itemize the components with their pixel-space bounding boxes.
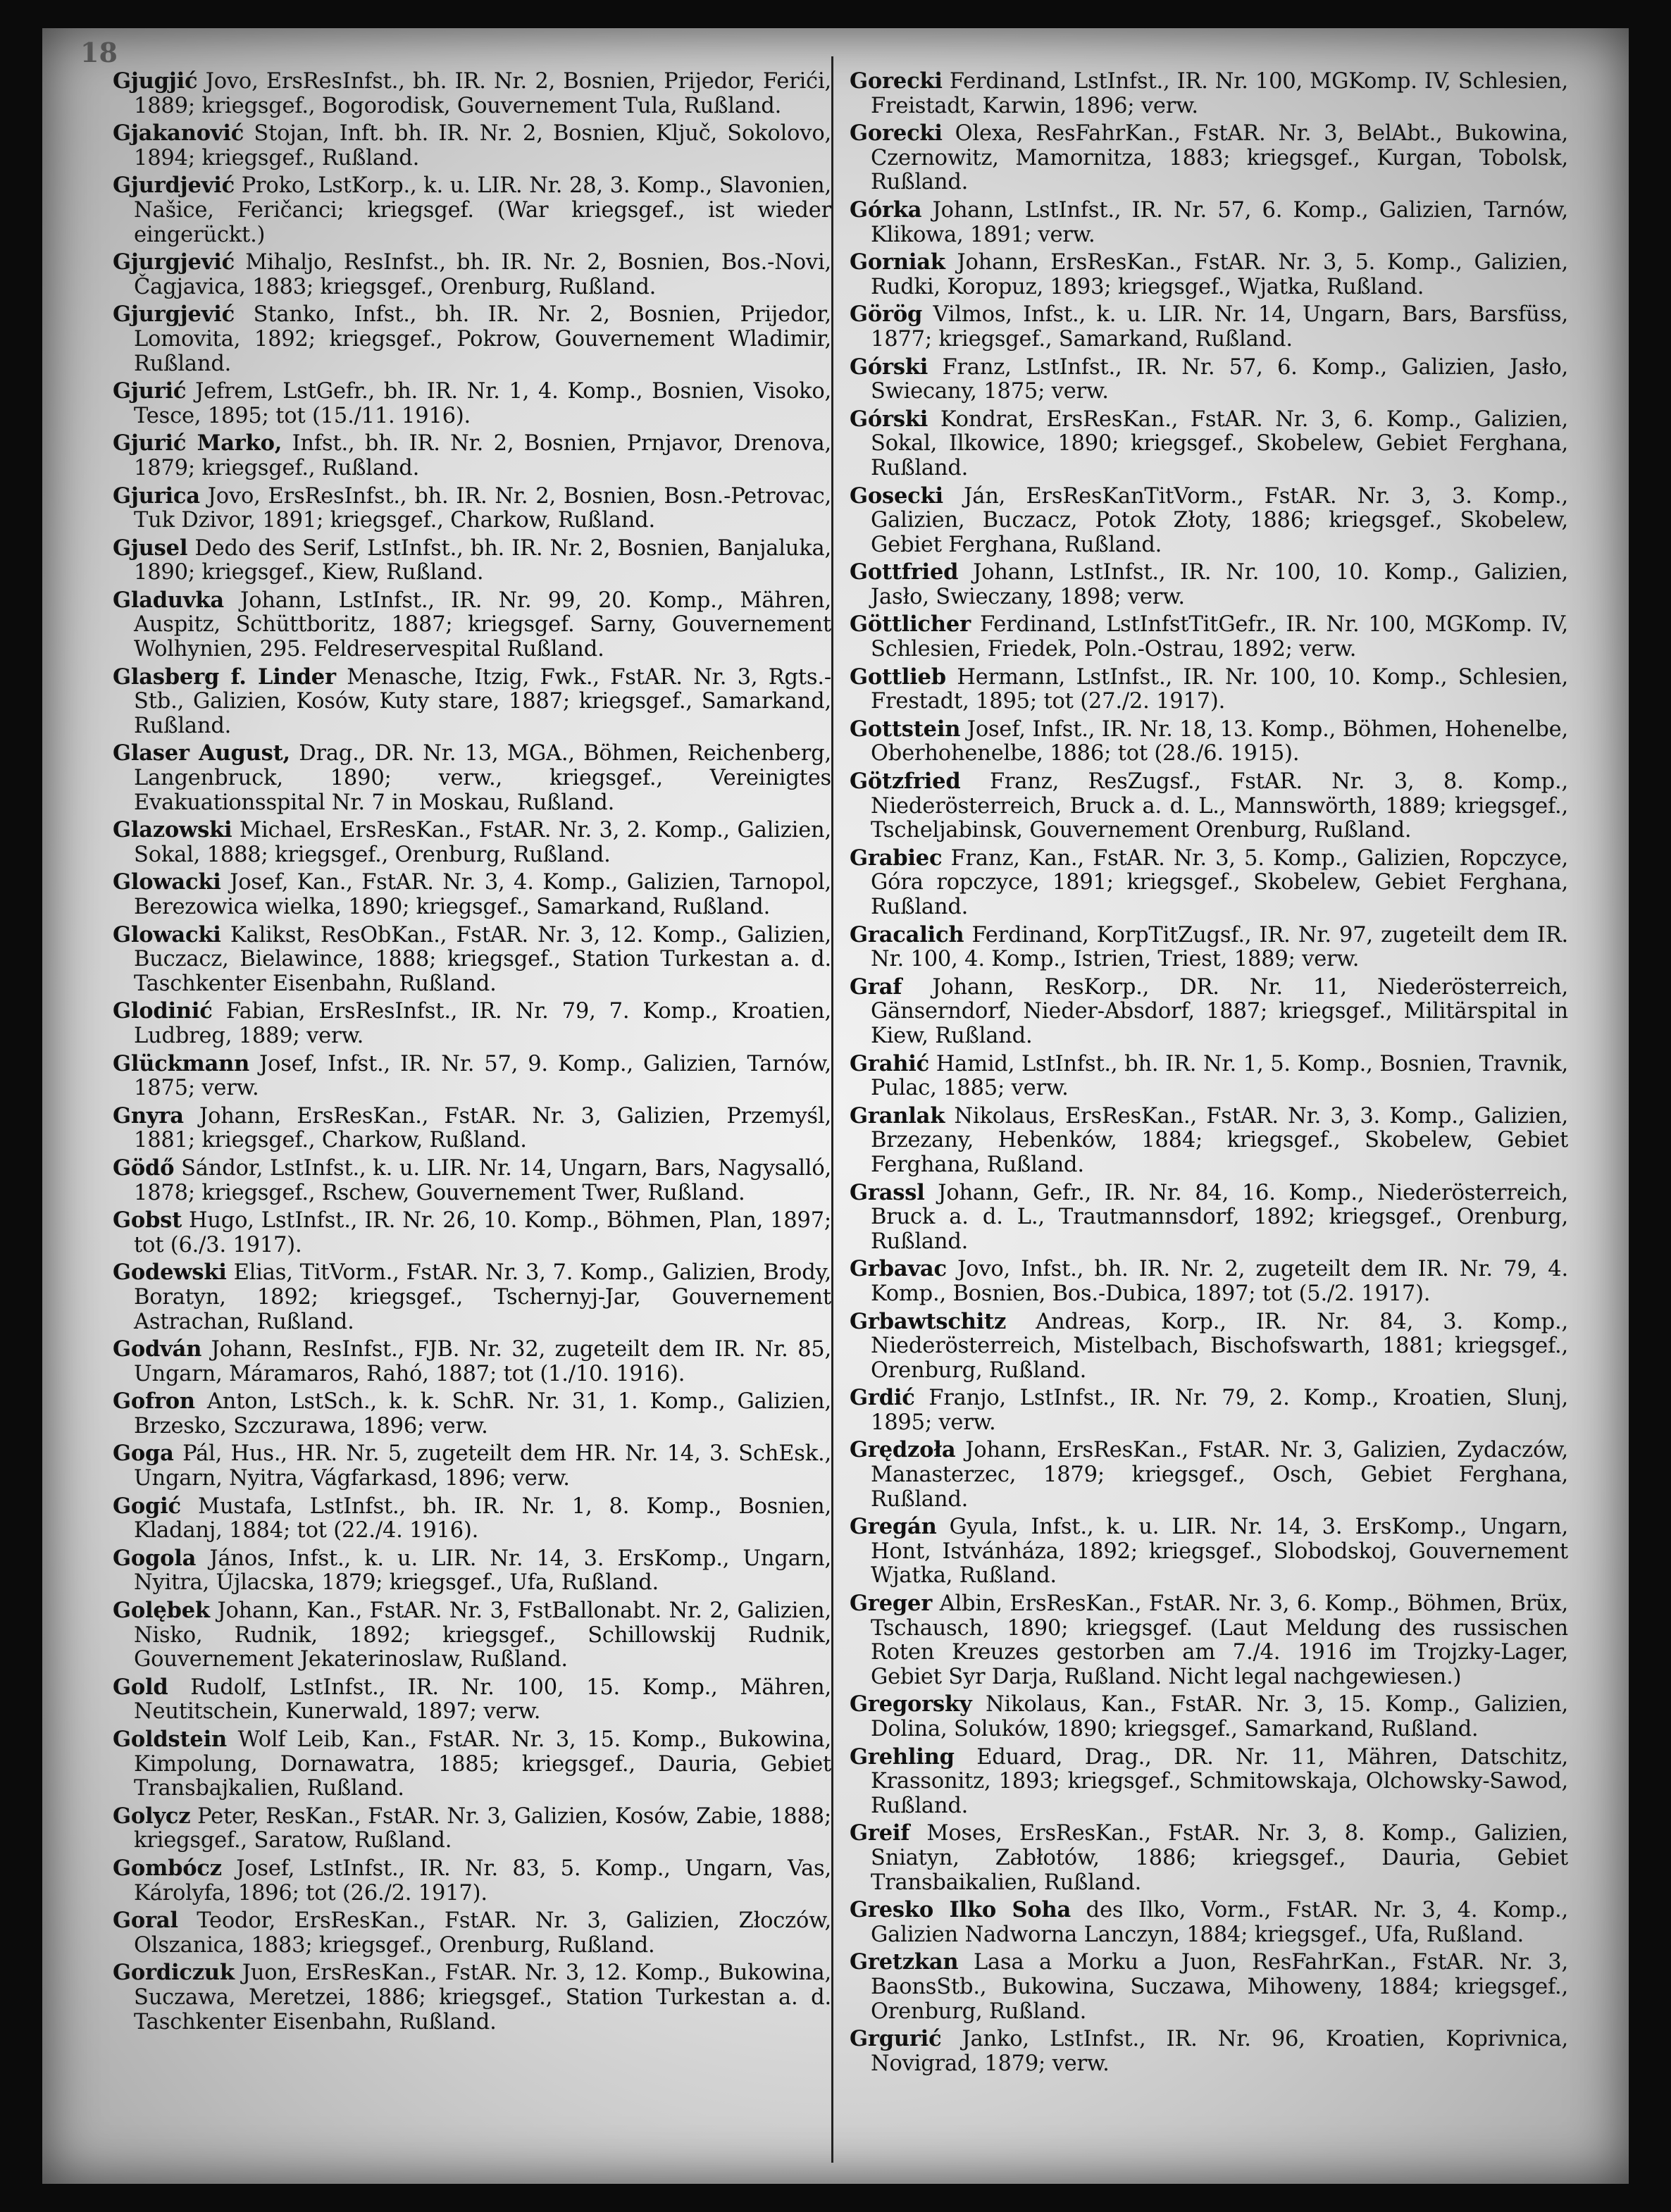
entry-surname: Gnyra xyxy=(113,1102,184,1129)
entry-surname: Grgurić xyxy=(850,2026,942,2052)
entry-surname: Goga xyxy=(113,1441,174,1467)
entry-surname: Gogić xyxy=(113,1493,181,1519)
entry-details: Franz, Kan., FstAR. Nr. 3, 5. Komp., Galizien, Ropczyce, Góra ropczyce, 1891; kriegsgef., Skobelew, Gebiet Ferghana, Rußland. xyxy=(871,845,1568,919)
entry-details: Nikolaus, ErsResKan., FstAR. Nr. 3, 3. Komp., Galizien, Brzezany, Hebenków, 1884; kriegsgef., Skobelew, Gebiet Ferghana, Rußland. xyxy=(871,1103,1568,1177)
register-entry xyxy=(113,1260,831,1334)
entry-details: Stojan, Inft. bh. IR. Nr. 2, Bosnien, Ključ, Sokolovo, 1894; kriegsgef., Rußland. xyxy=(134,121,831,170)
entry-surname: Gjusel xyxy=(113,535,188,561)
entry-surname: Greif xyxy=(850,1820,910,1846)
entry-details: Anton, LstSch., k. k. SchR. Nr. 31, 1. Komp., Galizien, Brzesko, Szczurawa, 1896; verw. xyxy=(134,1389,831,1439)
entry-details: Janko, LstInfst., IR. Nr. 96, Kroatien, Koprivnica, Novigrad, 1879; verw. xyxy=(871,2027,1568,2076)
register-entry xyxy=(850,923,1568,972)
entry-details: János, Infst., k. u. LIR. Nr. 14, 3. ErsKomp., Ungarn, Nyitra, Újlacska, 1879; kriegsgef., Ufa, Rußland. xyxy=(134,1546,831,1596)
register-entry xyxy=(113,923,831,997)
entry-surname: Golębek xyxy=(113,1598,210,1624)
entry-surname: Gjakanović xyxy=(113,120,244,147)
entry-details: Josef, Infst., IR. Nr. 57, 9. Komp., Galizien, Tarnów, 1875; verw. xyxy=(134,1051,831,1101)
register-entry xyxy=(850,769,1568,843)
register-entry xyxy=(113,741,831,815)
entry-details: Hugo, LstInfst., IR. Nr. 26, 10. Komp., Böhmen, Plan, 1897; tot (6./3. 1917). xyxy=(134,1208,831,1257)
entry-details: Vilmos, Infst., k. u. LIR. Nr. 14, Ungarn, Bars, Barsfüss, 1877; kriegsgef., Samarkand, Rußland. xyxy=(871,302,1568,352)
entry-details: Johann, ResKorp., DR. Nr. 11, Niederösterreich, Gänserndorf, Nieder-Absdorf, 1887; kriegsgef., Militärspital in Kiew, Rußland. xyxy=(871,974,1568,1048)
register-entry xyxy=(850,355,1568,404)
register-entry xyxy=(850,302,1568,352)
entry-surname: Glowacki xyxy=(113,869,221,895)
register-entry xyxy=(850,665,1568,714)
entry-surname: Gottlieb xyxy=(850,664,946,690)
entry-surname: Górski xyxy=(850,354,928,380)
entry-surname: Gjugjić xyxy=(113,68,198,94)
register-entry xyxy=(113,1104,831,1153)
register-entry xyxy=(850,1591,1568,1689)
register-entry xyxy=(113,250,831,299)
register-entry xyxy=(850,975,1568,1049)
register-entry xyxy=(850,69,1568,118)
register-entry xyxy=(113,379,831,428)
entry-details: Mustafa, LstInfst., bh. IR. Nr. 1, 8. Komp., Bosnien, Kladanj, 1884; tot (22./4. 1916). xyxy=(134,1493,831,1543)
register-entry xyxy=(113,588,831,662)
register-entry xyxy=(850,612,1568,661)
register-entry xyxy=(113,1598,831,1672)
entry-surname: Gobst xyxy=(113,1207,182,1234)
left-column xyxy=(113,69,831,2037)
register-entry xyxy=(850,121,1568,195)
entry-surname: Gorniak xyxy=(850,249,945,275)
entry-surname: Gogola xyxy=(113,1545,197,1571)
entry-details: Nikolaus, Kan., FstAR. Nr. 3, 15. Komp., Galizien, Dolina, Soluków, 1890; kriegsgef., Samarkand, Rußland. xyxy=(871,1692,1568,1741)
entry-details: Johann, LstInfst., IR. Nr. 57, 6. Komp., Galizien, Tarnów, Klikowa, 1891; verw. xyxy=(871,197,1568,247)
entry-details: Johann, Gefr., IR. Nr. 84, 16. Komp., Niederösterreich, Bruck a. d. L., Trautmannsdorf, 1892; kriegsgef., Orenburg, Rußland. xyxy=(871,1180,1568,1254)
register-entry xyxy=(850,484,1568,558)
entry-details: Jefrem, LstGefr., bh. IR. Nr. 1, 4. Komp., Bosnien, Visoko, Tesce, 1895; tot (15./11. 1916). xyxy=(134,379,831,428)
register-entry xyxy=(113,484,831,533)
entry-details: Ferdinand, LstInfstTitGefr., IR. Nr. 100, MGKomp. IV, Schlesien, Friedek, Poln.-Ostrau, 1892; verw. xyxy=(871,612,1568,662)
entry-surname: Glazowski xyxy=(113,817,232,843)
entry-surname: Gregorsky xyxy=(850,1691,972,1717)
entry-details: Ferdinand, KorpTitZugsf., IR. Nr. 97, zugeteilt dem IR. Nr. 100, 4. Komp., Istrien, Triest, 1889; verw. xyxy=(871,922,1568,972)
entry-details: Johann, ErsResKan., FstAR. Nr. 3, Galizien, Zydaczów, Manasterzec, 1879; kriegsgef., Osch, Gebiet Ferghana, Rußland. xyxy=(871,1438,1568,1512)
register-entry xyxy=(113,1052,831,1101)
entry-surname: Gorecki xyxy=(850,68,943,94)
entry-surname: Gjurić xyxy=(113,378,187,404)
entry-details: Kalikst, ResObKan., FstAR. Nr. 3, 12. Komp., Galizien, Buczacz, Bielawince, 1888; kriegsgef., Station Turkestan a. d. Taschkenter Eisenbahn, Rußland. xyxy=(134,922,831,996)
page-number: 18 xyxy=(80,37,118,68)
entry-details: Ján, ErsResKanTitVorm., FstAR. Nr. 3, 3. Komp., Galizien, Buczacz, Potok Złoty, 1886; kriegsgef., Skobelew, Gebiet Ferghana, Rußland. xyxy=(871,483,1568,557)
entry-surname: Grbawtschitz xyxy=(850,1308,1007,1334)
entry-surname: Górka xyxy=(850,197,922,223)
entry-details: Pál, Hus., HR. Nr. 5, zugeteilt dem HR. Nr. 14, 3. SchEsk., Ungarn, Nyitra, Vágfarkasd, 1896; verw. xyxy=(134,1441,831,1491)
entry-details: Johann, ErsResKan., FstAR. Nr. 3, 5. Komp., Galizien, Rudki, Koropuz, 1893; kriegsgef., Wjatka, Rußland. xyxy=(871,250,1568,299)
entry-surname: Grassl xyxy=(850,1179,925,1205)
entry-surname: Goral xyxy=(113,1908,178,1934)
register-entry xyxy=(850,1515,1568,1589)
register-entry xyxy=(113,173,831,247)
entry-surname: Gorecki xyxy=(850,120,943,147)
entry-surname: Görög xyxy=(850,302,923,328)
scanned-page xyxy=(42,28,1629,2184)
entry-surname: Gjurdjević xyxy=(113,173,235,199)
entry-surname: Gofron xyxy=(113,1388,195,1415)
entry-surname: Gold xyxy=(113,1674,168,1700)
register-entry xyxy=(850,717,1568,766)
entry-details: Jovo, ErsResInfst., bh. IR. Nr. 2, Bosnien, Prijedor, Ferići, 1889; kriegsgef., Bogorodisk, Gouvernement Tula, Rußland. xyxy=(134,69,831,118)
entry-details: Infst., bh. IR. Nr. 2, Bosnien, Prnjavor, Drenova, 1879; kriegsgef., Rußland. xyxy=(134,431,831,480)
register-entry xyxy=(850,1438,1568,1512)
register-entry xyxy=(113,1208,831,1257)
entry-details: Johann, ResInfst., FJB. Nr. 32, zugeteilt dem IR. Nr. 85, Ungarn, Máramaros, Rahó, 1887; tot (1./10. 1916). xyxy=(134,1337,831,1386)
entry-surname: Gordiczuk xyxy=(113,1960,235,1986)
register-entry xyxy=(850,1052,1568,1101)
entry-surname: Gosecki xyxy=(850,483,943,509)
entry-surname: Graf xyxy=(850,974,902,1000)
register-entry xyxy=(113,665,831,739)
register-entry xyxy=(850,1692,1568,1741)
entry-surname: Gödő xyxy=(113,1155,175,1181)
entry-details: Dedo des Serif, LstInfst., bh. IR. Nr. 2, Bosnien, Banjaluka, 1890; kriegsgef., Kiew, Rußland. xyxy=(134,535,831,585)
register-entry xyxy=(113,999,831,1048)
entry-details: Moses, ErsResKan., FstAR. Nr. 3, 8. Komp., Galizien, Sniatyn, Zabłotów, 1886; kriegsgef., Dauria, Gebiet Transbaikalien, Rußland. xyxy=(871,1821,1568,1895)
entry-details: Franjo, LstInfst., IR. Nr. 79, 2. Komp., Kroatien, Slunj, 1895; verw. xyxy=(871,1386,1568,1435)
entry-details: Eduard, Drag., DR. Nr. 11, Mähren, Datschitz, Krassonitz, 1893; kriegsgef., Schmitowskaja, Olchowsky-Sawod, Rußland. xyxy=(871,1744,1568,1818)
entry-details: Franz, LstInfst., IR. Nr. 57, 6. Komp., Galizien, Jasło, Swiecany, 1875; verw. xyxy=(871,354,1568,404)
entry-surname: Grbavac xyxy=(850,1256,947,1282)
entry-details: Michael, ErsResKan., FstAR. Nr. 3, 2. Komp., Galizien, Sokal, 1888; kriegsgef., Orenburg, Rußland. xyxy=(134,818,831,867)
entry-details: Fabian, ErsResInfst., IR. Nr. 79, 7. Komp., Kroatien, Ludbreg, 1889; verw. xyxy=(134,999,831,1048)
entry-surname: Glückmann xyxy=(113,1050,250,1076)
entry-details: Ferdinand, LstInfst., IR. Nr. 100, MGKomp. IV, Schlesien, Freistadt, Karwin, 1896; verw. xyxy=(871,69,1568,118)
register-entry xyxy=(113,302,831,376)
entry-details: Hermann, LstInfst., IR. Nr. 100, 10. Komp., Schlesien, Frestadt, 1895; tot (27./2. 1917). xyxy=(871,664,1568,714)
entry-details: Gyula, Infst., k. u. LIR. Nr. 14, 3. ErsKomp., Ungarn, Hont, Istvánháza, 1892; kriegsgef., Slobodskoj, Gouvernement Wjatka, Rußland. xyxy=(871,1515,1568,1589)
entry-details: Olexa, ResFahrKan., FstAR. Nr. 3, BelAbt., Bukowina, Czernowitz, Mamornitza, 1883; kriegsgef., Kurgan, Tobolsk, Rußland. xyxy=(871,121,1568,195)
register-entry xyxy=(850,1104,1568,1178)
entry-details: Jovo, ErsResInfst., bh. IR. Nr. 2, Bosnien, Bosn.-Petrovac, Tuk Dzivor, 1891; kriegsgef., Charkow, Rußland. xyxy=(134,483,831,533)
entry-details: Menasche, Itzig, Fwk., FstAR. Nr. 3, Rgts.-Stb., Galizien, Kosów, Kuty stare, 1887; kriegsgef., Samarkand, Rußland. xyxy=(134,664,831,738)
entry-details: Teodor, ErsResKan., FstAR. Nr. 3, Galizien, Złoczów, Olszanica, 1883; kriegsgef., Orenburg, Rußland. xyxy=(134,1908,831,1958)
entry-surname: Godewski xyxy=(113,1260,227,1286)
entry-surname: Gracalich xyxy=(850,921,964,947)
register-entry xyxy=(113,1156,831,1205)
register-entry xyxy=(850,1898,1568,1947)
entry-details: Johann, LstInfst., IR. Nr. 99, 20. Komp., Mähren, Auspitz, Schüttboritz, 1887; kriegsgef. Sarny, Gouvernement Wolhynien, 295. Feldreservespital Rußland. xyxy=(134,588,831,662)
entry-surname: Goldstein xyxy=(113,1727,227,1752)
entry-surname: Górski xyxy=(850,406,928,432)
register-entry xyxy=(113,1908,831,1958)
entry-surname: Gjurica xyxy=(113,483,200,509)
right-column xyxy=(850,69,1568,2079)
entry-surname: Golycz xyxy=(113,1803,191,1829)
register-entry xyxy=(850,250,1568,299)
entry-surname: Gresko Ilko Soha xyxy=(850,1897,1071,1923)
entry-surname: Godván xyxy=(113,1336,202,1362)
entry-details: Franz, ResZugsf., FstAR. Nr. 3, 8. Komp., Niederösterreich, Bruck a. d. L., Mannswörth, 1889; kriegsgef., Tscheljabinsk, Gouvernement Orenburg, Rußland. xyxy=(871,769,1568,843)
entry-details: Sándor, LstInfst., k. u. LIR. Nr. 14, Ungarn, Bars, Nagysalló, 1878; kriegsgef., Rschew, Gouvernement Twer, Rußland. xyxy=(134,1155,831,1205)
register-entry xyxy=(850,1181,1568,1255)
entry-surname: Granlak xyxy=(850,1102,945,1129)
register-entry xyxy=(113,1727,831,1801)
entry-surname: Gjurgjević xyxy=(113,302,235,328)
register-entry xyxy=(113,69,831,118)
entry-surname: Gladuvka xyxy=(113,587,224,613)
entry-surname: Gregán xyxy=(850,1514,937,1540)
entry-details: Peter, ResKan., FstAR. Nr. 3, Galizien, Kosów, Zabie, 1888; kriegsgef., Saratow, Rußland. xyxy=(134,1803,831,1853)
register-entry xyxy=(850,1386,1568,1435)
register-entry xyxy=(113,1961,831,2034)
entry-details: Hamid, LstInfst., bh. IR. Nr. 1, 5. Komp., Bosnien, Travnik, Pulac, 1885; verw. xyxy=(871,1051,1568,1101)
register-entry xyxy=(113,818,831,867)
entry-surname: Grahić xyxy=(850,1050,930,1076)
entry-surname: Grabiec xyxy=(850,845,943,871)
register-entry xyxy=(113,536,831,585)
entry-details: Drag., DR. Nr. 13, MGA., Böhmen, Reichenberg, Langenbruck, 1890; verw., kriegsgef., Vereinigtes Evakuationsspital Nr. 7 in Moskau, Rußland. xyxy=(134,741,831,815)
entry-details: Lasa a Morku a Juon, ResFahrKan., FstAR. Nr. 3, BaonsStb., Bukowina, Suczawa, Mihoweny, 1884; kriegsgef., Orenburg, Rußland. xyxy=(871,1950,1568,2024)
entry-surname: Greger xyxy=(850,1591,933,1617)
entry-details: Josef, LstInfst., IR. Nr. 83, 5. Komp., Ungarn, Vas, Károlyfa, 1896; tot (26./2. 1917). xyxy=(134,1856,831,1906)
register-entry xyxy=(850,1257,1568,1306)
entry-surname: Glaser August, xyxy=(113,740,290,766)
entry-surname: Grehling xyxy=(850,1744,955,1770)
entry-details: Kondrat, ErsResKan., FstAR. Nr. 3, 6. Komp., Galizien, Sokal, Ilkowice, 1890; kriegsgef., Skobelew, Gebiet Ferghana, Rußland. xyxy=(871,406,1568,480)
entry-details: Andreas, Korp., IR. Nr. 84, 3. Komp., Niederösterreich, Mistelbach, Bischofswarth, 1881; kriegsgef., Orenburg, Rußland. xyxy=(871,1309,1568,1383)
entry-surname: Gretzkan xyxy=(850,1949,959,1975)
register-entry xyxy=(113,1494,831,1543)
entry-surname: Gjurić Marko, xyxy=(113,430,282,456)
register-entry xyxy=(113,1804,831,1853)
entry-details: Johann, Kan., FstAR. Nr. 3, FstBallonabt. Nr. 2, Galizien, Nisko, Rudnik, 1892; kriegsgef., Schillowskij Rudnik, Gouvernement Jekaterinoslaw, Rußland. xyxy=(134,1598,831,1672)
register-entry xyxy=(113,121,831,170)
entry-details: Wolf Leib, Kan., FstAR. Nr. 3, 15. Komp., Bukowina, Kimpolung, Dornawatra, 1885; kriegsgef., Dauria, Gebiet Transbajkalien, Rußland. xyxy=(134,1727,831,1801)
entry-details: Juon, ErsResKan., FstAR. Nr. 3, 12. Komp., Bukowina, Suczawa, Meretzei, 1886; kriegsgef., Station Turkestan a. d. Taschkenter Eisenbahn, Rußland. xyxy=(134,1961,831,2034)
entry-surname: Gjurgjević xyxy=(113,249,235,275)
entry-details: Johann, LstInfst., IR. Nr. 100, 10. Komp., Galizien, Jasło, Swieczany, 1898; verw. xyxy=(871,560,1568,609)
entry-surname: Gombócz xyxy=(113,1855,222,1881)
register-entry xyxy=(113,1389,831,1439)
register-entry xyxy=(850,1310,1568,1384)
entry-details: Albin, ErsResKan., FstAR. Nr. 3, 6. Komp., Böhmen, Brüx, Tschausch, 1890; kriegsgef. (Laut Meldung des russischen Roten Kreuzes gestorben am 7./4. 1916 im Trojzky-Lager, Gebiet Syr Darja, Rußland. Nicht legal nachgewiesen.) xyxy=(871,1591,1568,1689)
entry-surname: Gottstein xyxy=(850,716,961,742)
entry-surname: Glasberg f. Linder xyxy=(113,664,336,690)
entry-details: Elias, TitVorm., FstAR. Nr. 3, 7. Komp., Galizien, Brody, Boratyn, 1892; kriegsgef., Tschernyj-Jar, Gouvernement Astrachan, Rußland. xyxy=(134,1260,831,1334)
register-entry xyxy=(850,1745,1568,1819)
register-entry xyxy=(850,1950,1568,2024)
register-entry xyxy=(113,1546,831,1596)
register-entry xyxy=(113,1856,831,1906)
register-entry xyxy=(113,1441,831,1491)
entry-details: Proko, LstKorp., k. u. LIR. Nr. 28, 3. Komp., Slavonien, Našice, Feričanci; kriegsgef. (War kriegsgef., ist wieder eingerückt.) xyxy=(134,173,831,247)
entry-details: des Ilko, Vorm., FstAR. Nr. 3, 4. Komp., Galizien Nadworna Lanczyn, 1884; kriegsgef., Ufa, Rußland. xyxy=(871,1898,1568,1947)
entry-surname: Grdić xyxy=(850,1385,915,1411)
register-entry xyxy=(113,870,831,919)
column-divider xyxy=(831,56,833,2163)
register-entry xyxy=(850,846,1568,920)
entry-surname: Göttlicher xyxy=(850,611,971,638)
entry-surname: Grędzoła xyxy=(850,1437,956,1463)
entry-details: Josef, Infst., IR. Nr. 18, 13. Komp., Böhmen, Hohenelbe, Oberhohenelbe, 1886; tot (28./6. 1915). xyxy=(871,716,1568,766)
register-entry xyxy=(850,407,1568,481)
register-entry xyxy=(850,1821,1568,1895)
entry-surname: Gottfried xyxy=(850,559,959,585)
entry-details: Rudolf, LstInfst., IR. Nr. 100, 15. Komp., Mähren, Neutitschein, Kunerwald, 1897; verw. xyxy=(134,1674,831,1725)
register-entry xyxy=(850,2027,1568,2076)
entry-details: Mihaljo, ResInfst., bh. IR. Nr. 2, Bosnien, Bos.-Novi, Čagjavica, 1883; kriegsgef., Orenburg, Rußland. xyxy=(134,250,831,299)
register-entry xyxy=(113,431,831,480)
entry-details: Johann, ErsResKan., FstAR. Nr. 3, Galizien, Przemyśl, 1881; kriegsgef., Charkow, Rußland. xyxy=(134,1103,831,1153)
entry-surname: Glodinić xyxy=(113,998,213,1024)
entry-surname: Glowacki xyxy=(113,921,221,947)
register-entry xyxy=(850,198,1568,247)
register-entry xyxy=(850,560,1568,609)
entry-details: Stanko, Infst., bh. IR. Nr. 2, Bosnien, Prijedor, Lomovita, 1892; kriegsgef., Pokrow, Gouvernement Wladimir, Rußland. xyxy=(134,302,831,376)
entry-surname: Götzfried xyxy=(850,769,961,795)
register-entry xyxy=(113,1337,831,1386)
entry-details: Josef, Kan., FstAR. Nr. 3, 4. Komp., Galizien, Tarnopol, Berezowica wielka, 1890; kriegsgef., Samarkand, Rußland. xyxy=(134,870,831,919)
entry-details: Jovo, Infst., bh. IR. Nr. 2, zugeteilt dem IR. Nr. 79, 4. Komp., Bosnien, Bos.-Dubica, 1897; tot (5./2. 1917). xyxy=(871,1257,1568,1306)
register-entry xyxy=(113,1675,831,1725)
